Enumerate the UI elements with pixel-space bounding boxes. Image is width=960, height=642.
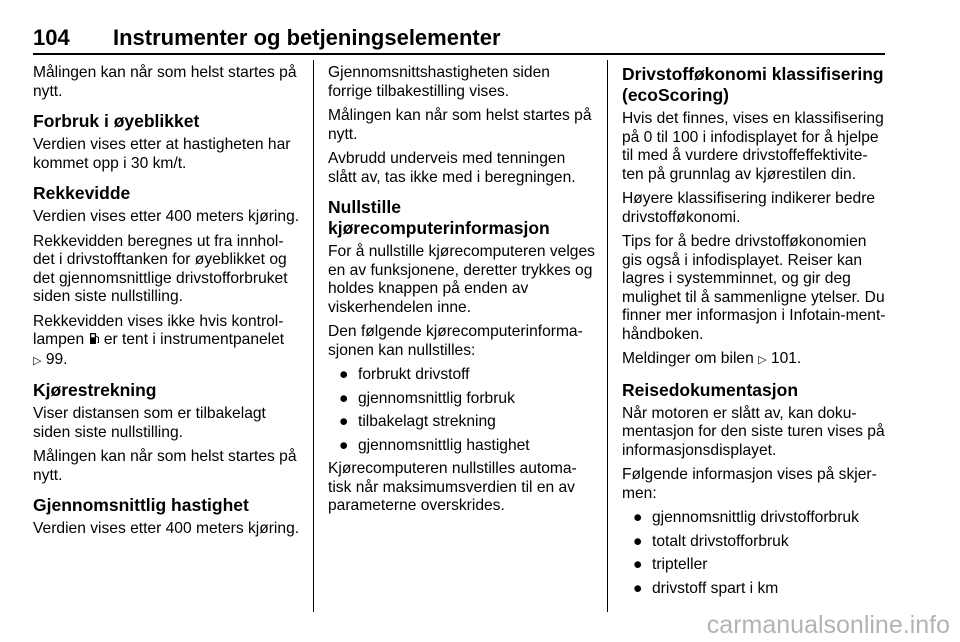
- heading-gjennomsnitt: Gjennomsnittlig hastighet: [33, 495, 249, 515]
- list-item: [622, 533, 888, 552]
- heading-rekkevidde: Rekkevidde: [33, 183, 131, 203]
- paragraph: Rekkevidden beregnes ut fra innhol-det i drivstofftanken for øyeblikket og det gjennomsnittlige drivstofforbruket siden siste nullstilling.: [33, 232, 288, 305]
- chapter-title: Instrumenter og betjeningselementer: [113, 25, 501, 50]
- page-number: 104: [33, 25, 70, 50]
- list-item: [622, 556, 888, 575]
- paragraph: Målingen kan når som helst startes på nytt.: [33, 448, 297, 484]
- bullet-icon: ●: [339, 389, 349, 407]
- paragraph-reference: [622, 350, 888, 370]
- reference-arrow-icon: ▷: [758, 354, 767, 366]
- column-2: [328, 64, 596, 522]
- paragraph: Viser distansen som er tilbakelagt siden siste nullstilling.: [33, 405, 266, 441]
- paragraph: Hvis det finnes, vises en klassifisering på 0 til 100 i infodisplayet for å hjelpe til med å vurdere drivstoffeffektivite-ten på grunnlag av kjørestilen din.: [622, 110, 884, 183]
- list-item: [328, 390, 596, 409]
- bullet-icon: ●: [633, 579, 643, 597]
- text-span: Meldinger om bilen: [622, 350, 754, 367]
- text-span: Rekkevidden vises ikke hvis kontrol-lampen: [33, 312, 284, 348]
- paragraph: Den følgende kjørecomputerinforma-sjonen kan nullstilles:: [328, 323, 583, 359]
- page-reference: 99.: [45, 350, 68, 368]
- page-reference: 101.: [770, 350, 802, 367]
- column-divider: [313, 60, 314, 612]
- paragraph: Høyere klassifisering indikerer bedre drivstofføkonomi.: [622, 190, 876, 226]
- paragraph: Kjørecomputeren nullstilles automa-tisk når maksimumsverdien til en av parameterne overskrides.: [328, 460, 577, 514]
- list-item-text: gjennomsnittlig drivstofforbruk: [652, 509, 859, 526]
- watermark-link[interactable]: carmanualsonline.info: [706, 611, 950, 639]
- paragraph: Verdien vises etter at hastigheten har kommet opp i 30 km/t.: [33, 136, 291, 172]
- bullet-icon: ●: [339, 413, 349, 430]
- paragraph: Gjennomsnittshastigheten siden forrige tilbakestilling vises.: [328, 64, 550, 100]
- fuel-lamp-icon: [89, 332, 100, 351]
- bullet-icon: ●: [339, 436, 349, 454]
- list-item-text: forbrukt drivstoff: [358, 366, 470, 383]
- paragraph: Verdien vises etter 400 meters kjøring.: [33, 520, 300, 537]
- bullet-icon: ●: [633, 509, 643, 526]
- paragraph: Tips for å bedre drivstofføkonomien gis også i infodisplayet. Reiser kan lagres i systemminnet, og gir deg mulighet til å sammenligne ytelser. Du finner mer informasjon i Infotain-ment-håndboken.: [622, 233, 886, 343]
- heading-nullstille: Nullstille kjørecomputerinformasjon: [328, 197, 550, 238]
- bullet-icon: ●: [633, 556, 643, 573]
- paragraph: Målingen kan når som helst startes på nytt.: [328, 107, 592, 143]
- heading-reisedokumentasjon: Reisedokumentasjon: [622, 379, 799, 400]
- trip-info-list: [622, 509, 888, 598]
- header-rule: [33, 53, 885, 55]
- list-item-text: gjennomsnittlig forbruk: [358, 389, 515, 407]
- paragraph: Avbrudd underveis med tenningen slått av, tas ikke med i beregningen.: [328, 150, 576, 186]
- list-item-text: gjennomsnittlig hastighet: [358, 436, 530, 454]
- paragraph: Når motoren er slått av, kan doku-mentasjon for den siste turen vises på informasjonsdisplayet.: [622, 404, 885, 459]
- reference-arrow-icon: ▷: [33, 354, 42, 367]
- text-span: er tent i instrumentpanelet: [103, 331, 285, 348]
- paragraph: Verdien vises etter 400 meters kjøring.: [33, 208, 300, 225]
- list-item: [328, 413, 596, 432]
- page-header: [33, 24, 885, 52]
- list-item: [622, 580, 888, 599]
- column-divider: [607, 60, 608, 612]
- paragraph: For å nullstille kjørecomputeren velges en av funksjonene, deretter trykkes og holdes knappen på enden av viskerhendelen inne.: [328, 243, 595, 316]
- heading-ecoscoring: Drivstofføkonomi klassifisering (ecoScoring): [622, 64, 884, 105]
- list-item-text: tripteller: [652, 556, 708, 573]
- heading-kjorestrekning: Kjørestrekning: [33, 380, 157, 400]
- list-item-text: tilbakelagt strekning: [358, 413, 496, 430]
- intro-paragraph: Målingen kan når som helst startes på nytt.: [33, 64, 297, 100]
- heading-forbruk: Forbruk i øyeblikket: [33, 111, 200, 131]
- list-item: [622, 509, 888, 528]
- paragraph: Følgende informasjon vises på skjer-men:: [622, 466, 877, 502]
- reset-list: [328, 366, 596, 455]
- bullet-icon: ●: [339, 366, 349, 383]
- list-item-text: drivstoff spart i km: [652, 579, 779, 597]
- paragraph-lamp: [33, 313, 301, 371]
- list-item: [328, 437, 596, 456]
- list-item-text: totalt drivstofforbruk: [652, 532, 789, 550]
- column-3: [622, 64, 888, 603]
- list-item: [328, 366, 596, 385]
- column-1: [33, 64, 301, 545]
- bullet-icon: ●: [633, 532, 643, 550]
